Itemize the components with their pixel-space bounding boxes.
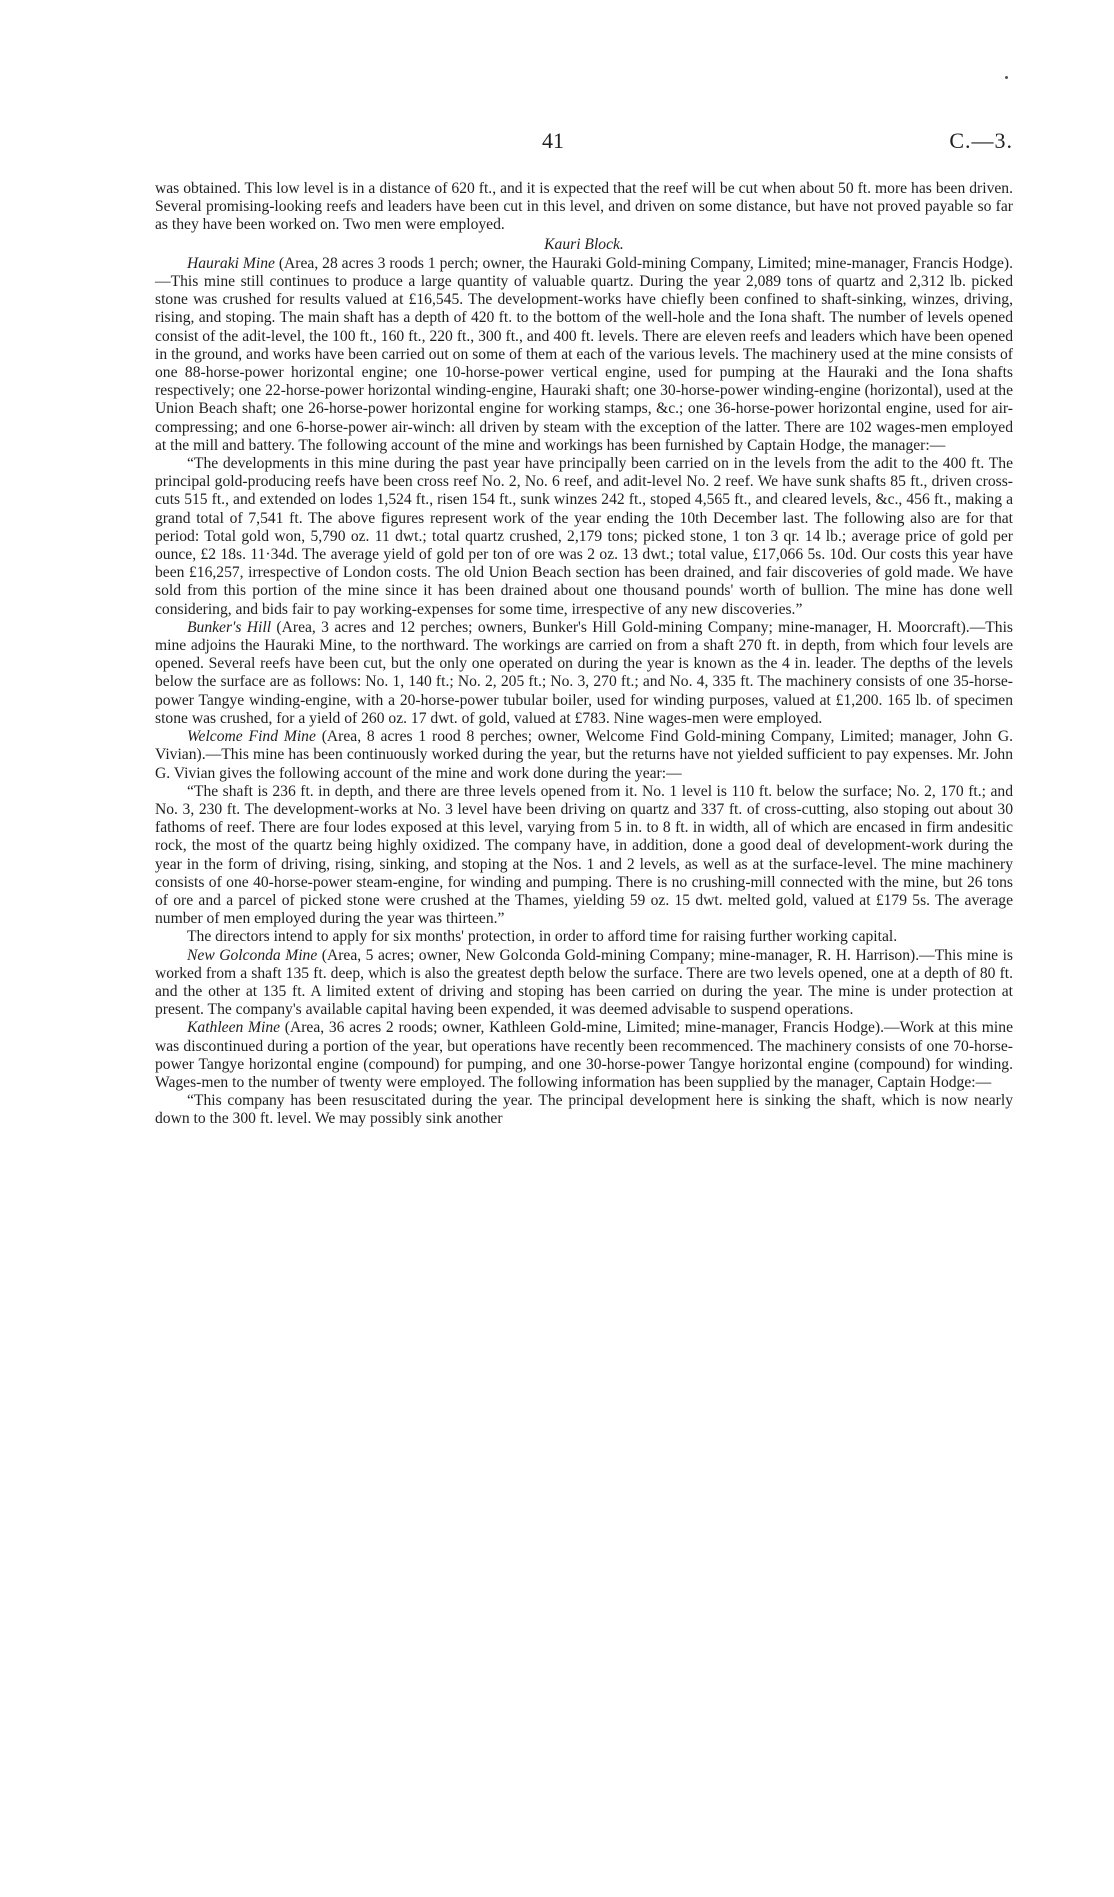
welcome-after: The directors intend to apply for six months' protection, in order to afford time for raising further working capital. <box>187 928 898 946</box>
body-text <box>155 180 1013 1129</box>
scan-speck <box>1005 76 1008 79</box>
intro-paragraph: was obtained. This low level is in a distance of 620 ft., and it is expected that the reef will be cut when about 50 ft. more has been driven. Several promising-looking reefs and leaders have been cut in this level, and driven on some distance, but have not proved payable so far as they have been worked on. Two men were employed. <box>155 180 1013 234</box>
bunkers-text: (Area, 3 acres and 12 perches; owners, Bunker's Hill Gold-mining Company; mine-manager, H. Moorcraft).—This mine adjoins the Hauraki Mine, to the northward. The workings are carried on from a shaft 270 ft. in depth, from which four levels are opened. Several reefs have been cut, but the only one operated on during the year is known as the 4 in. leader. The depths of the levels below the surface are as follows: No. 1, 140 ft.; No. 2, 205 ft.; No. 3, 270 ft.; and No. 4, 335 ft. The machinery consists of one 35-horse-power Tangye winding-engine, with a 20-horse-power tubular boiler, used for winding purposes, valued at £1,200. 165 lb. of specimen stone was crushed, for a yield of 260 oz. 17 dwt. of gold, valued at £783. Nine wages-men were employed. <box>155 618 1013 727</box>
bunkers-mine-name: Bunker's Hill <box>187 618 272 636</box>
welcome-mine-name: Welcome Find Mine <box>187 728 316 746</box>
golconda-mine-name: New Golconda Mine <box>187 946 318 964</box>
hauraki-text: (Area, 28 acres 3 roods 1 perch; owner, the Hauraki Gold-mining Company, Limited; mine-manager, Francis Hodge).—This mine still continues to produce a large quantity of valuable quartz. During the year 2,089 tons of quartz and 2,312 lb. picked stone was crushed for results valued at £16,545. The development-works have chiefly been confined to shaft-sinking, winzes, driving, rising, and stoping. The main shaft has a depth of 420 ft. to the bottom of the well-hole and the Iona shaft. The number of levels opened consist of the adit-level, the 100 ft., 160 ft., 220 ft., 300 ft., and 400 ft. levels. There are eleven reefs and leaders which have been opened in the ground, and works have been carried out on some of them at each of the various levels. The machinery used at the mine consists of one 88-horse-power horizontal engine; one 10-horse-power vertical engine, used for pumping at the Hauraki and the Iona shafts respectively; one 22-horse-power horizontal winding-engine, Hauraki shaft; one 30-horse-power winding-engine (horizontal), used at the Union Beach shaft; one 26-horse-power horizontal engine for working stamps, &c.; one 36-horse-power horizontal engine, used for air-compressing; and one 6-horse-power air-winch: all driven by steam with the exception of the latter. There are 102 wages-men employed at the mill and battery. The following account of the mine and workings has been furnished by Captain Hodge, the manager:— <box>155 254 1013 454</box>
document-code: C.—3. <box>949 128 1013 153</box>
page-number: 41 <box>542 128 564 153</box>
kathleen-text: (Area, 36 acres 2 roods; owner, Kathleen Gold-mine, Limited; mine-manager, Francis Hodge).—Work at this mine was discontinued during a portion of the year, but operations have recently been recommenced. The machinery consists of one 70-horse-power Tangye horizontal engine (compound) for pumping, and one 30-horse-power Tangye horizontal engine (compound) for winding. Wages-men to the number of twenty were employed. The following information has been supplied by the manager, Captain Hodge:— <box>155 1019 1013 1091</box>
kathleen-mine-name: Kathleen Mine <box>187 1019 281 1037</box>
welcome-quote: “The shaft is 236 ft. in depth, and there are three levels opened from it. No. 1 level is 110 ft. below the surface; No. 2, 170 ft.; and No. 3, 230 ft. The development-works at No. 3 level have been driving on quartz and 337 ft. of cross-cutting, also stoping out about 30 fathoms of reef. There are four lodes exposed at this level, varying from 5 in. to 8 ft. in width, all of which are encased in firm andesitic rock, the most of the quartz being highly oxidized. The company have, in addition, done a good deal of development-work during the year in the form of driving, rising, sinking, and stoping at the Nos. 1 and 2 levels, as well as at the surface-level. The mine machinery consists of one 40-horse-power steam-engine, for winding and pumping. There is no crushing-mill connected with the mine, but 26 tons of ore and a parcel of picked stone were crushed at the Thames, yielding 59 oz. 15 dwt. melted gold, valued at £179 5s. The average number of men employed during the year was thirteen.” <box>155 782 1013 928</box>
welcome-text: (Area, 8 acres 1 rood 8 perches; owner, Welcome Find Gold-mining Company, Limited; manager, John G. Vivian).—This mine has been continuously worked during the year, but the returns have not yielded sufficient to pay expenses. Mr. John G. Vivian gives the following account of the mine and work done during the year:— <box>155 728 1013 782</box>
hauraki-mine-name: Hauraki Mine <box>187 254 275 272</box>
kathleen-quote: “This company has been resuscitated during the year. The principal development here is sinking the shaft, which is now nearly down to the 300 ft. level. We may possibly sink another <box>155 1092 1013 1128</box>
page-header <box>155 128 1013 162</box>
hauraki-quote: “The developments in this mine during the past year have principally been carried on in the levels from the adit to the 400 ft. The principal gold-producing reefs have been cross reef No. 2, No. 6 reef, and adit-level No. 2 reef. We have sunk shafts 85 ft., driven cross-cuts 515 ft., and extended on lodes 1,524 ft., risen 154 ft., sunk winzes 242 ft., stoped 4,565 ft., and cleared levels, &c., 456 ft., making a grand total of 7,541 ft. The above figures represent work of the year ending the 10th December last. The following also are for that period: Total gold won, 5,790 oz. 11 dwt.; total quartz crushed, 2,179 tons; picked stone, 1 ton 3 qr. 14 lb.; average price of gold per ounce, £2 18s. 11·34d. The average yield of gold per ton of ore was 2 oz. 13 dwt.; total value, £17,066 5s. 10d. Our costs this year have been £16,257, irrespective of London costs. The old Union Beach section has been drained, and fair discoveries of gold made. We have sold from this portion of the mine since it has been drained about one thousand pounds' worth of bullion. The mine has done well considering, and bids fair to pay working-expenses for some time, irrespective of any new discoveries.” <box>155 455 1013 618</box>
section-heading: Kauri Block. <box>544 235 624 253</box>
bunkers-paragraph <box>155 619 1013 728</box>
kathleen-paragraph <box>155 1019 1013 1092</box>
golconda-paragraph <box>155 947 1013 1020</box>
hauraki-paragraph <box>155 255 1013 455</box>
golconda-text: (Area, 5 acres; owner, New Golconda Gold-mining Company; mine-manager, R. H. Harrison).—This mine is worked from a shaft 135 ft. deep, which is also the greatest depth below the surface. There are two levels opened, one at a depth of 80 ft. and the other at 135 ft. A limited extent of driving and stoping has been carried on during the year. The mine is under protection at present. The company's available capital having been expended, it was deemed advisable to suspend operations. <box>155 946 1013 1019</box>
welcome-paragraph <box>155 728 1013 783</box>
